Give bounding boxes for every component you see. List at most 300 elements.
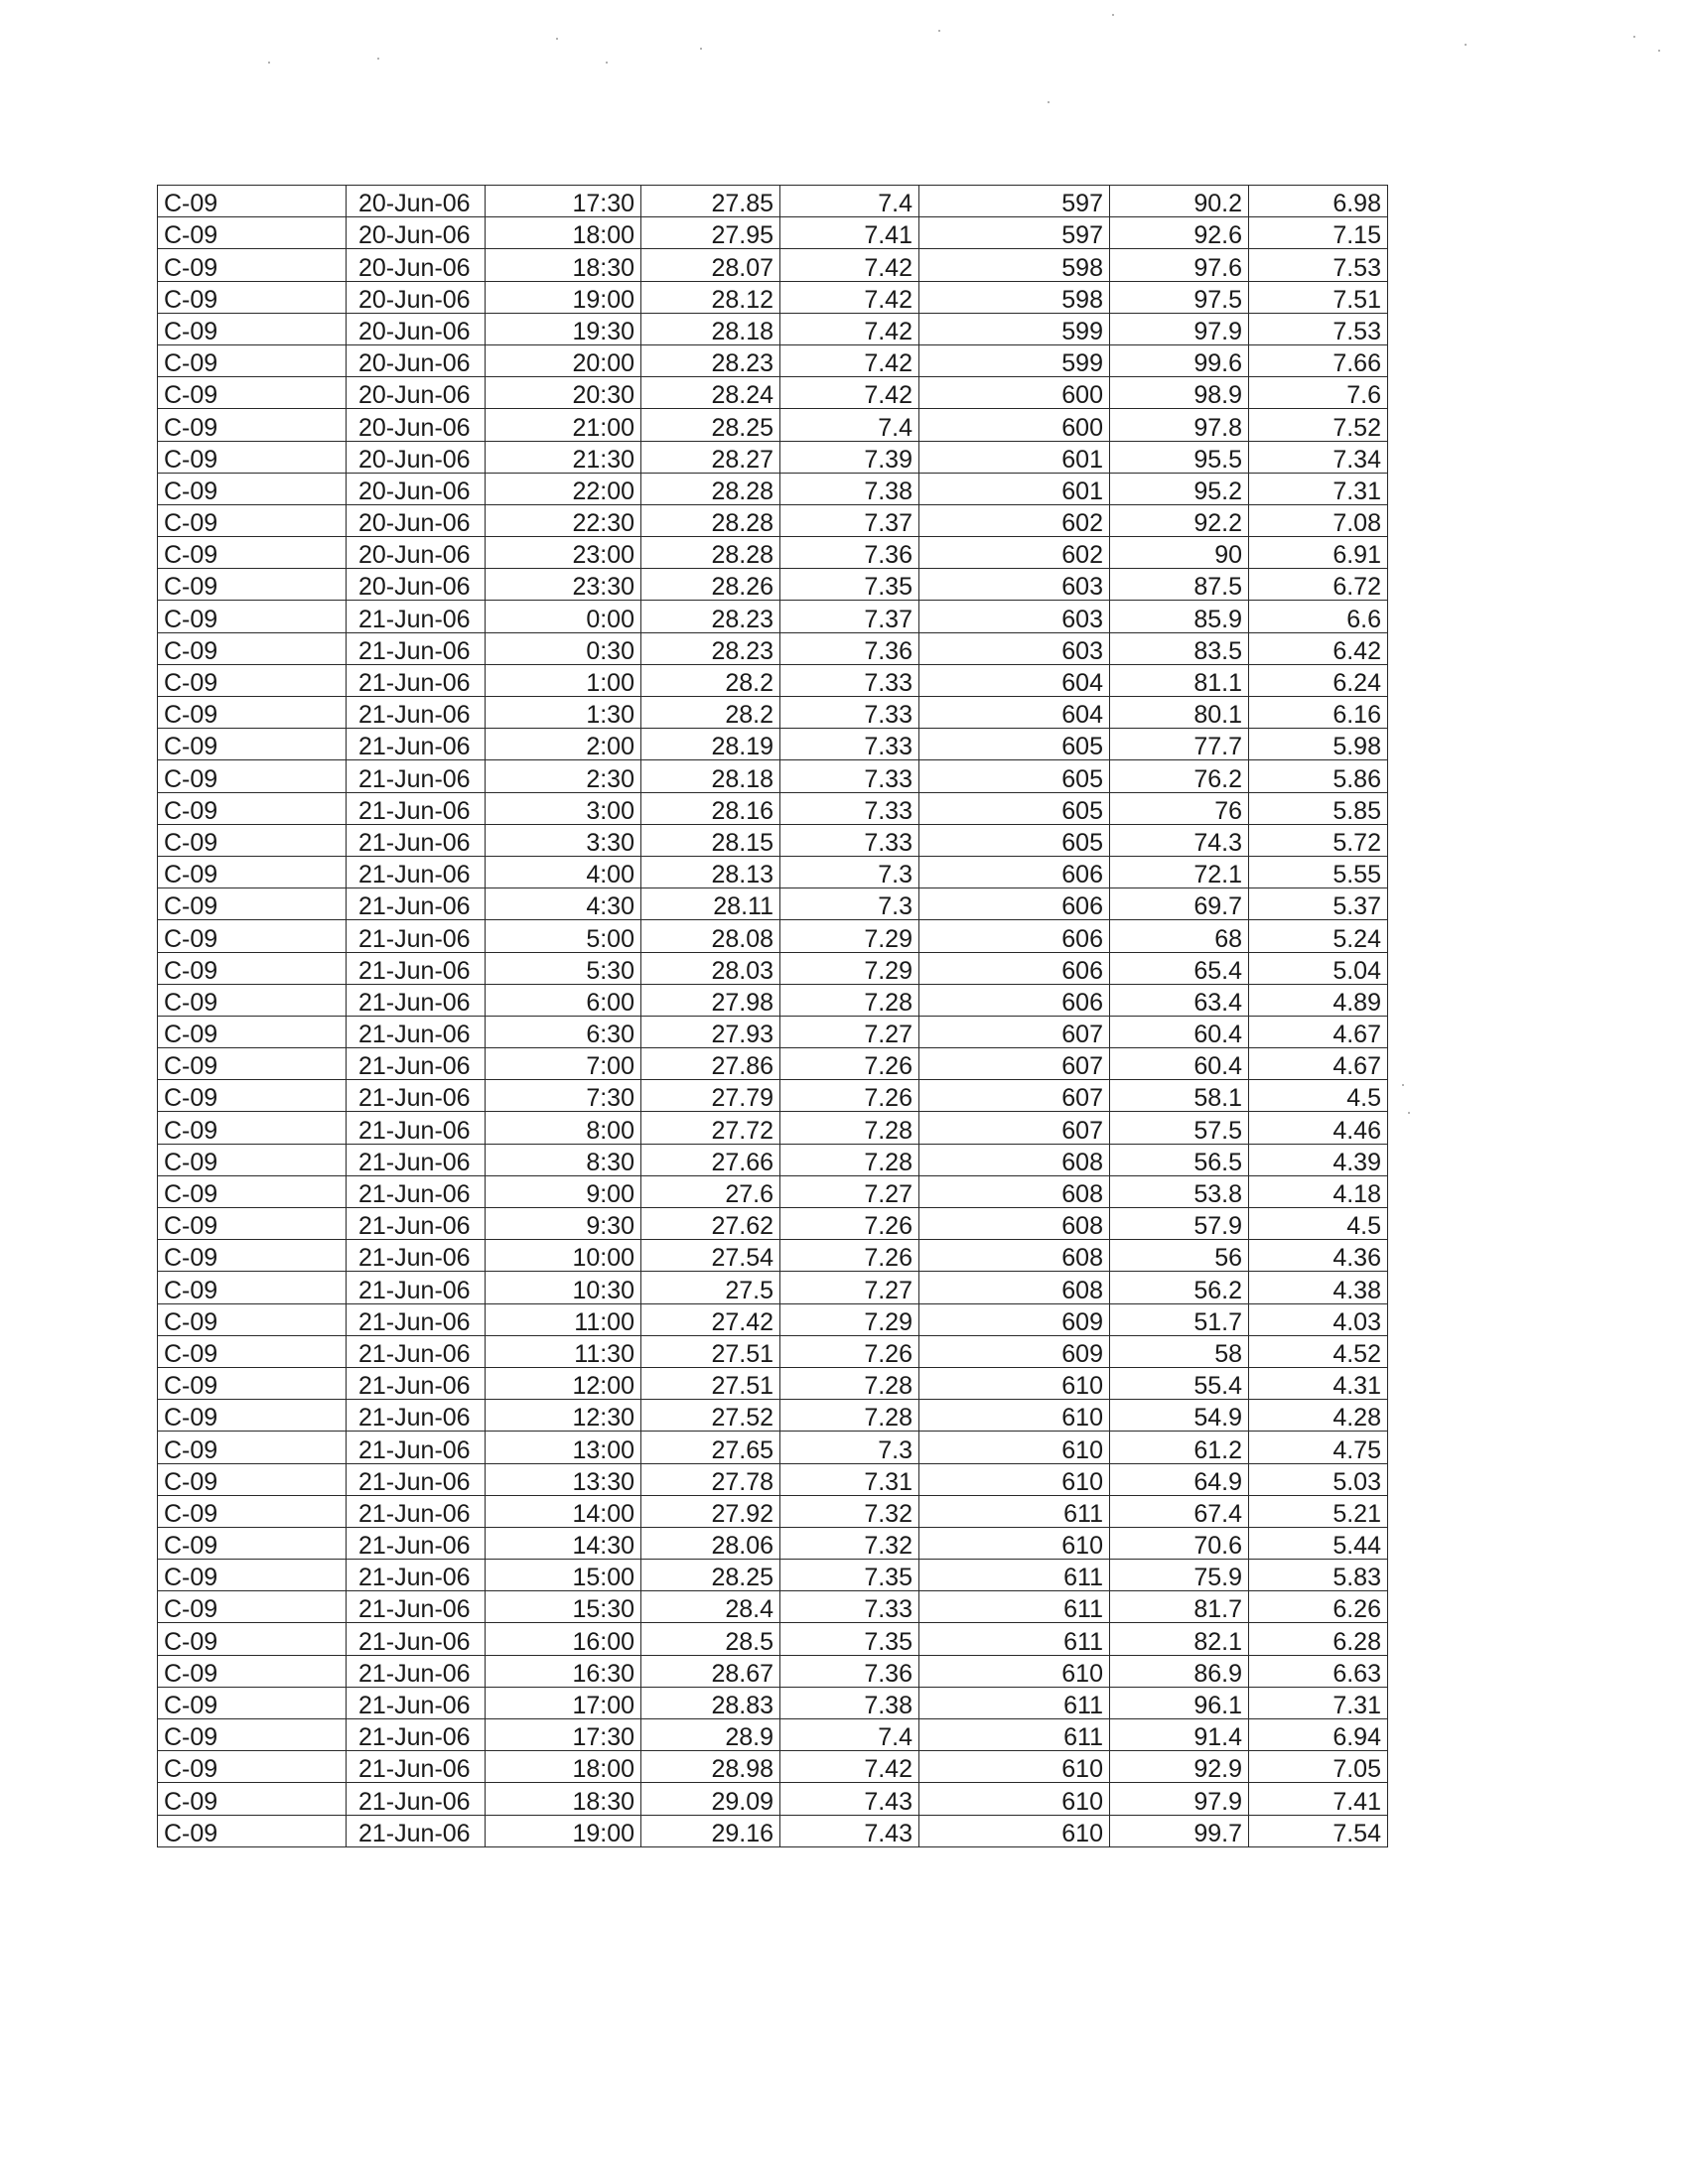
conductivity-cell: 606 [919, 888, 1110, 920]
conductivity-cell: 598 [919, 249, 1110, 281]
concentration-cell: 7.34 [1249, 441, 1388, 473]
temperature-cell: 28.28 [641, 473, 780, 504]
temperature-cell: 28.28 [641, 537, 780, 569]
percent-value-cell: 54.9 [1110, 1400, 1249, 1432]
time-cell: 0:30 [486, 632, 641, 664]
temperature-cell: 27.51 [641, 1367, 780, 1399]
site-id-cell: C-09 [158, 760, 347, 792]
conductivity-cell: 597 [919, 186, 1110, 217]
table-row [158, 601, 1388, 632]
temperature-cell: 28.11 [641, 888, 780, 920]
table-row [158, 441, 1388, 473]
time-cell: 7:00 [486, 1048, 641, 1080]
conductivity-cell: 598 [919, 281, 1110, 313]
time-cell: 17:00 [486, 1687, 641, 1718]
percent-value-cell: 53.8 [1110, 1175, 1249, 1207]
ph-cell: 7.27 [780, 1016, 919, 1047]
percent-value-cell: 97.6 [1110, 249, 1249, 281]
date-cell: 21-Jun-06 [347, 1591, 486, 1623]
concentration-cell: 7.15 [1249, 217, 1388, 249]
temperature-cell: 28.27 [641, 441, 780, 473]
concentration-cell: 4.5 [1249, 1208, 1388, 1240]
concentration-cell: 7.05 [1249, 1751, 1388, 1783]
date-cell: 21-Jun-06 [347, 664, 486, 696]
time-cell: 19:00 [486, 281, 641, 313]
date-cell: 21-Jun-06 [347, 824, 486, 856]
conductivity-cell: 608 [919, 1144, 1110, 1175]
ph-cell: 7.26 [780, 1240, 919, 1272]
concentration-cell: 7.6 [1249, 377, 1388, 409]
concentration-cell: 4.46 [1249, 1112, 1388, 1144]
temperature-cell: 28.4 [641, 1591, 780, 1623]
data-table [157, 185, 1388, 1847]
concentration-cell: 6.98 [1249, 186, 1388, 217]
time-cell: 1:00 [486, 664, 641, 696]
date-cell: 21-Jun-06 [347, 1367, 486, 1399]
table-row [158, 473, 1388, 504]
percent-value-cell: 70.6 [1110, 1527, 1249, 1559]
percent-value-cell: 81.7 [1110, 1591, 1249, 1623]
date-cell: 21-Jun-06 [347, 1719, 486, 1751]
time-cell: 12:30 [486, 1400, 641, 1432]
time-cell: 2:30 [486, 760, 641, 792]
table-row [158, 632, 1388, 664]
concentration-cell: 7.31 [1249, 473, 1388, 504]
conductivity-cell: 604 [919, 664, 1110, 696]
conductivity-cell: 611 [919, 1495, 1110, 1527]
table-row [158, 1208, 1388, 1240]
temperature-cell: 27.79 [641, 1080, 780, 1112]
percent-value-cell: 97.9 [1110, 313, 1249, 344]
conductivity-cell: 602 [919, 504, 1110, 536]
percent-value-cell: 87.5 [1110, 569, 1249, 601]
ph-cell: 7.28 [780, 1112, 919, 1144]
date-cell: 21-Jun-06 [347, 1432, 486, 1463]
time-cell: 23:00 [486, 537, 641, 569]
date-cell: 21-Jun-06 [347, 1335, 486, 1367]
date-cell: 21-Jun-06 [347, 952, 486, 984]
percent-value-cell: 56.2 [1110, 1272, 1249, 1303]
date-cell: 21-Jun-06 [347, 1112, 486, 1144]
concentration-cell: 7.66 [1249, 344, 1388, 376]
site-id-cell: C-09 [158, 792, 347, 824]
conductivity-cell: 601 [919, 441, 1110, 473]
concentration-cell: 4.89 [1249, 984, 1388, 1016]
site-id-cell: C-09 [158, 1463, 347, 1495]
concentration-cell: 4.38 [1249, 1272, 1388, 1303]
time-cell: 13:30 [486, 1463, 641, 1495]
date-cell: 21-Jun-06 [347, 729, 486, 760]
ph-cell: 7.33 [780, 760, 919, 792]
ph-cell: 7.35 [780, 1623, 919, 1655]
date-cell: 20-Jun-06 [347, 537, 486, 569]
concentration-cell: 4.75 [1249, 1432, 1388, 1463]
time-cell: 11:00 [486, 1303, 641, 1335]
ph-cell: 7.35 [780, 569, 919, 601]
table-row [158, 984, 1388, 1016]
concentration-cell: 5.55 [1249, 856, 1388, 887]
site-id-cell: C-09 [158, 1751, 347, 1783]
percent-value-cell: 72.1 [1110, 856, 1249, 887]
percent-value-cell: 82.1 [1110, 1623, 1249, 1655]
date-cell: 21-Jun-06 [347, 1208, 486, 1240]
scan-speck [1402, 1084, 1404, 1086]
site-id-cell: C-09 [158, 1560, 347, 1591]
concentration-cell: 4.03 [1249, 1303, 1388, 1335]
percent-value-cell: 57.9 [1110, 1208, 1249, 1240]
date-cell: 20-Jun-06 [347, 409, 486, 441]
table-row [158, 1783, 1388, 1815]
conductivity-cell: 605 [919, 729, 1110, 760]
site-id-cell: C-09 [158, 856, 347, 887]
date-cell: 21-Jun-06 [347, 1560, 486, 1591]
site-id-cell: C-09 [158, 1495, 347, 1527]
percent-value-cell: 69.7 [1110, 888, 1249, 920]
table-row [158, 1303, 1388, 1335]
ph-cell: 7.29 [780, 952, 919, 984]
ph-cell: 7.3 [780, 856, 919, 887]
ph-cell: 7.26 [780, 1048, 919, 1080]
temperature-cell: 28.25 [641, 409, 780, 441]
date-cell: 21-Jun-06 [347, 984, 486, 1016]
table-row [158, 1495, 1388, 1527]
concentration-cell: 5.03 [1249, 1463, 1388, 1495]
table-row [158, 344, 1388, 376]
percent-value-cell: 68 [1110, 920, 1249, 952]
site-id-cell: C-09 [158, 601, 347, 632]
date-cell: 21-Jun-06 [347, 601, 486, 632]
time-cell: 23:30 [486, 569, 641, 601]
temperature-cell: 27.93 [641, 1016, 780, 1047]
table-row [158, 952, 1388, 984]
ph-cell: 7.28 [780, 984, 919, 1016]
percent-value-cell: 57.5 [1110, 1112, 1249, 1144]
conductivity-cell: 600 [919, 409, 1110, 441]
site-id-cell: C-09 [158, 1144, 347, 1175]
scan-speck [700, 48, 702, 50]
site-id-cell: C-09 [158, 1112, 347, 1144]
percent-value-cell: 75.9 [1110, 1560, 1249, 1591]
ph-cell: 7.38 [780, 1687, 919, 1718]
site-id-cell: C-09 [158, 1783, 347, 1815]
table-row [158, 856, 1388, 887]
concentration-cell: 7.41 [1249, 1783, 1388, 1815]
conductivity-cell: 606 [919, 984, 1110, 1016]
ph-cell: 7.26 [780, 1208, 919, 1240]
temperature-cell: 28.9 [641, 1719, 780, 1751]
concentration-cell: 4.31 [1249, 1367, 1388, 1399]
ph-cell: 7.42 [780, 1751, 919, 1783]
temperature-cell: 28.23 [641, 344, 780, 376]
conductivity-cell: 610 [919, 1783, 1110, 1815]
concentration-cell: 4.67 [1249, 1048, 1388, 1080]
table-row [158, 1272, 1388, 1303]
temperature-cell: 29.16 [641, 1815, 780, 1846]
time-cell: 8:00 [486, 1112, 641, 1144]
percent-value-cell: 92.2 [1110, 504, 1249, 536]
ph-cell: 7.42 [780, 344, 919, 376]
temperature-cell: 27.52 [641, 1400, 780, 1432]
table-row [158, 888, 1388, 920]
table-row [158, 1367, 1388, 1399]
time-cell: 18:30 [486, 249, 641, 281]
ph-cell: 7.3 [780, 888, 919, 920]
ph-cell: 7.33 [780, 1591, 919, 1623]
ph-cell: 7.37 [780, 504, 919, 536]
table-row [158, 1400, 1388, 1432]
ph-cell: 7.28 [780, 1367, 919, 1399]
percent-value-cell: 60.4 [1110, 1048, 1249, 1080]
concentration-cell: 5.44 [1249, 1527, 1388, 1559]
concentration-cell: 7.53 [1249, 313, 1388, 344]
date-cell: 21-Jun-06 [347, 1080, 486, 1112]
table-row [158, 217, 1388, 249]
table-row [158, 1623, 1388, 1655]
conductivity-cell: 603 [919, 632, 1110, 664]
site-id-cell: C-09 [158, 313, 347, 344]
date-cell: 21-Jun-06 [347, 1240, 486, 1272]
site-id-cell: C-09 [158, 249, 347, 281]
time-cell: 19:00 [486, 1815, 641, 1846]
percent-value-cell: 60.4 [1110, 1016, 1249, 1047]
table-row [158, 1655, 1388, 1687]
conductivity-cell: 605 [919, 824, 1110, 856]
temperature-cell: 28.2 [641, 664, 780, 696]
temperature-cell: 27.42 [641, 1303, 780, 1335]
conductivity-cell: 605 [919, 760, 1110, 792]
date-cell: 21-Jun-06 [347, 632, 486, 664]
percent-value-cell: 74.3 [1110, 824, 1249, 856]
scan-speck [377, 58, 379, 60]
percent-value-cell: 58.1 [1110, 1080, 1249, 1112]
site-id-cell: C-09 [158, 697, 347, 729]
site-id-cell: C-09 [158, 569, 347, 601]
time-cell: 15:00 [486, 1560, 641, 1591]
table-row [158, 1016, 1388, 1047]
site-id-cell: C-09 [158, 441, 347, 473]
date-cell: 21-Jun-06 [347, 1400, 486, 1432]
table-row [158, 1719, 1388, 1751]
temperature-cell: 27.95 [641, 217, 780, 249]
site-id-cell: C-09 [158, 473, 347, 504]
time-cell: 20:00 [486, 344, 641, 376]
conductivity-cell: 609 [919, 1335, 1110, 1367]
table-row [158, 281, 1388, 313]
table-row [158, 1560, 1388, 1591]
date-cell: 21-Jun-06 [347, 760, 486, 792]
time-cell: 22:30 [486, 504, 641, 536]
concentration-cell: 4.52 [1249, 1335, 1388, 1367]
ph-cell: 7.41 [780, 217, 919, 249]
ph-cell: 7.32 [780, 1495, 919, 1527]
percent-value-cell: 56.5 [1110, 1144, 1249, 1175]
concentration-cell: 6.28 [1249, 1623, 1388, 1655]
conductivity-cell: 606 [919, 920, 1110, 952]
site-id-cell: C-09 [158, 504, 347, 536]
conductivity-cell: 610 [919, 1527, 1110, 1559]
conductivity-cell: 600 [919, 377, 1110, 409]
percent-value-cell: 58 [1110, 1335, 1249, 1367]
temperature-cell: 29.09 [641, 1783, 780, 1815]
conductivity-cell: 603 [919, 601, 1110, 632]
table-row [158, 1687, 1388, 1718]
conductivity-cell: 610 [919, 1400, 1110, 1432]
site-id-cell: C-09 [158, 632, 347, 664]
site-id-cell: C-09 [158, 217, 347, 249]
conductivity-cell: 607 [919, 1080, 1110, 1112]
site-id-cell: C-09 [158, 984, 347, 1016]
conductivity-cell: 601 [919, 473, 1110, 504]
temperature-cell: 27.65 [641, 1432, 780, 1463]
date-cell: 21-Jun-06 [347, 1751, 486, 1783]
ph-cell: 7.33 [780, 697, 919, 729]
temperature-cell: 28.23 [641, 601, 780, 632]
conductivity-cell: 611 [919, 1719, 1110, 1751]
concentration-cell: 4.67 [1249, 1016, 1388, 1047]
percent-value-cell: 97.5 [1110, 281, 1249, 313]
scan-speck [1048, 101, 1050, 103]
time-cell: 12:00 [486, 1367, 641, 1399]
scan-speck [1633, 36, 1635, 38]
site-id-cell: C-09 [158, 1623, 347, 1655]
percent-value-cell: 97.8 [1110, 409, 1249, 441]
date-cell: 21-Jun-06 [347, 1527, 486, 1559]
date-cell: 21-Jun-06 [347, 1655, 486, 1687]
ph-cell: 7.4 [780, 409, 919, 441]
ph-cell: 7.42 [780, 249, 919, 281]
conductivity-cell: 605 [919, 792, 1110, 824]
ph-cell: 7.36 [780, 1655, 919, 1687]
conductivity-cell: 609 [919, 1303, 1110, 1335]
percent-value-cell: 97.9 [1110, 1783, 1249, 1815]
time-cell: 22:00 [486, 473, 641, 504]
table-row [158, 569, 1388, 601]
time-cell: 16:30 [486, 1655, 641, 1687]
ph-cell: 7.4 [780, 1719, 919, 1751]
concentration-cell: 5.72 [1249, 824, 1388, 856]
ph-cell: 7.26 [780, 1080, 919, 1112]
site-id-cell: C-09 [158, 664, 347, 696]
temperature-cell: 28.24 [641, 377, 780, 409]
conductivity-cell: 607 [919, 1048, 1110, 1080]
date-cell: 21-Jun-06 [347, 1783, 486, 1815]
date-cell: 20-Jun-06 [347, 441, 486, 473]
ph-cell: 7.38 [780, 473, 919, 504]
percent-value-cell: 83.5 [1110, 632, 1249, 664]
scan-speck [1112, 14, 1114, 16]
temperature-cell: 27.62 [641, 1208, 780, 1240]
date-cell: 20-Jun-06 [347, 473, 486, 504]
date-cell: 21-Jun-06 [347, 792, 486, 824]
ph-cell: 7.29 [780, 1303, 919, 1335]
site-id-cell: C-09 [158, 1335, 347, 1367]
temperature-cell: 28.5 [641, 1623, 780, 1655]
temperature-cell: 28.12 [641, 281, 780, 313]
temperature-cell: 28.16 [641, 792, 780, 824]
percent-value-cell: 51.7 [1110, 1303, 1249, 1335]
temperature-cell: 28.28 [641, 504, 780, 536]
time-cell: 1:30 [486, 697, 641, 729]
temperature-cell: 27.78 [641, 1463, 780, 1495]
date-cell: 21-Jun-06 [347, 1463, 486, 1495]
site-id-cell: C-09 [158, 1272, 347, 1303]
conductivity-cell: 608 [919, 1240, 1110, 1272]
percent-value-cell: 64.9 [1110, 1463, 1249, 1495]
percent-value-cell: 81.1 [1110, 664, 1249, 696]
time-cell: 4:00 [486, 856, 641, 887]
site-id-cell: C-09 [158, 920, 347, 952]
date-cell: 20-Jun-06 [347, 377, 486, 409]
time-cell: 3:30 [486, 824, 641, 856]
time-cell: 14:00 [486, 1495, 641, 1527]
concentration-cell: 5.85 [1249, 792, 1388, 824]
scan-speck [1658, 50, 1660, 52]
percent-value-cell: 90.2 [1110, 186, 1249, 217]
conductivity-cell: 604 [919, 697, 1110, 729]
conductivity-cell: 608 [919, 1272, 1110, 1303]
site-id-cell: C-09 [158, 186, 347, 217]
concentration-cell: 4.36 [1249, 1240, 1388, 1272]
table-row [158, 409, 1388, 441]
concentration-cell: 4.5 [1249, 1080, 1388, 1112]
date-cell: 20-Jun-06 [347, 569, 486, 601]
conductivity-cell: 599 [919, 344, 1110, 376]
table-row [158, 1080, 1388, 1112]
percent-value-cell: 98.9 [1110, 377, 1249, 409]
site-id-cell: C-09 [158, 377, 347, 409]
temperature-cell: 28.23 [641, 632, 780, 664]
site-id-cell: C-09 [158, 1175, 347, 1207]
site-id-cell: C-09 [158, 537, 347, 569]
percent-value-cell: 67.4 [1110, 1495, 1249, 1527]
site-id-cell: C-09 [158, 1655, 347, 1687]
percent-value-cell: 77.7 [1110, 729, 1249, 760]
time-cell: 21:30 [486, 441, 641, 473]
temperature-cell: 28.25 [641, 1560, 780, 1591]
site-id-cell: C-09 [158, 1367, 347, 1399]
site-id-cell: C-09 [158, 952, 347, 984]
temperature-cell: 28.2 [641, 697, 780, 729]
scan-speck [1408, 1112, 1410, 1114]
time-cell: 17:30 [486, 186, 641, 217]
time-cell: 3:00 [486, 792, 641, 824]
time-cell: 17:30 [486, 1719, 641, 1751]
table-row [158, 1591, 1388, 1623]
concentration-cell: 5.24 [1249, 920, 1388, 952]
table-row [158, 249, 1388, 281]
site-id-cell: C-09 [158, 1719, 347, 1751]
date-cell: 21-Jun-06 [347, 1048, 486, 1080]
temperature-cell: 28.18 [641, 760, 780, 792]
concentration-cell: 6.6 [1249, 601, 1388, 632]
conductivity-cell: 611 [919, 1560, 1110, 1591]
ph-cell: 7.27 [780, 1175, 919, 1207]
table-row [158, 1048, 1388, 1080]
conductivity-cell: 606 [919, 856, 1110, 887]
ph-cell: 7.33 [780, 792, 919, 824]
site-id-cell: C-09 [158, 344, 347, 376]
table-row [158, 1527, 1388, 1559]
conductivity-cell: 608 [919, 1175, 1110, 1207]
table-row [158, 760, 1388, 792]
time-cell: 10:30 [486, 1272, 641, 1303]
percent-value-cell: 65.4 [1110, 952, 1249, 984]
temperature-cell: 27.6 [641, 1175, 780, 1207]
date-cell: 20-Jun-06 [347, 504, 486, 536]
ph-cell: 7.42 [780, 377, 919, 409]
date-cell: 21-Jun-06 [347, 1016, 486, 1047]
conductivity-cell: 597 [919, 217, 1110, 249]
